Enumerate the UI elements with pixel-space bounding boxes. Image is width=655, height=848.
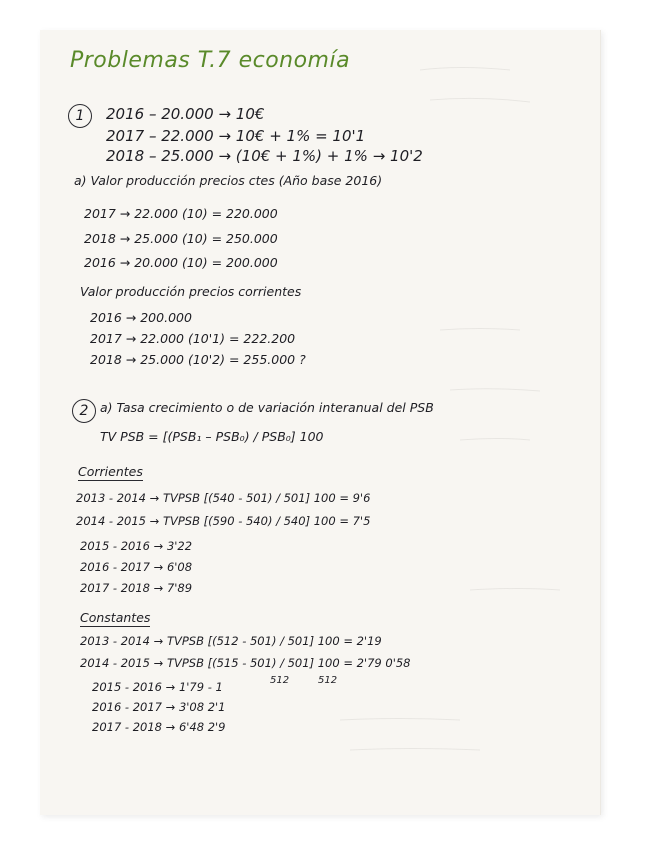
notebook-page bbox=[40, 30, 601, 815]
corr-line-3: 2015 - 2016 → 3'22 bbox=[80, 539, 193, 553]
problem-2-circle: 2 bbox=[72, 399, 96, 423]
p1-b-heading: Valor producción precios corrientes bbox=[80, 284, 302, 299]
corr-line-5: 2017 - 2018 → 7'89 bbox=[80, 581, 193, 595]
p1-const-line-1: 2017 → 22.000 (10) = 220.000 bbox=[84, 206, 278, 221]
p1-curr-line-3: 2018 → 25.000 (10'2) = 255.000 ? bbox=[90, 352, 306, 367]
sub-512-b: 512 bbox=[318, 675, 338, 686]
const-line-1: 2013 - 2014 → TVPSB [(512 - 501) / 501] 100 = 2'19 bbox=[80, 634, 382, 648]
p1-curr-line-2: 2017 → 22.000 (10'1) = 222.200 bbox=[90, 331, 296, 346]
p1-line-1: 2016 – 20.000 → 10€ bbox=[106, 105, 265, 123]
page-title: Problemas T.7 economía bbox=[70, 48, 351, 73]
constantes-label: Constantes bbox=[80, 610, 151, 625]
p2-formula: TV PSB = [(PSB₁ – PSB₀) / PSB₀] 100 bbox=[100, 429, 324, 444]
corrientes-label: Corrientes bbox=[78, 464, 143, 479]
const-line-2: 2014 - 2015 → TVPSB [(515 - 501) / 501] 100 = 2'79 0'58 bbox=[80, 656, 411, 670]
const-line-5: 2017 - 2018 → 6'48 2'9 bbox=[92, 720, 226, 734]
p1-line-2: 2017 – 22.000 → 10€ + 1% = 10'1 bbox=[106, 127, 366, 145]
p1-const-line-3: 2016 → 20.000 (10) = 200.000 bbox=[84, 255, 278, 270]
const-line-3: 2015 - 2016 → 1'79 - 1 bbox=[92, 680, 223, 694]
p1-a-heading: a) Valor producción precios ctes (Año base 2016) bbox=[74, 173, 383, 188]
corr-line-2: 2014 - 2015 → TVPSB [(590 - 540) / 540] 100 = 7'5 bbox=[76, 514, 371, 528]
p2-heading: a) Tasa crecimiento o de variación interanual del PSB bbox=[100, 400, 434, 415]
corr-line-1: 2013 - 2014 → TVPSB [(540 - 501) / 501] 100 = 9'6 bbox=[76, 491, 371, 505]
p1-curr-line-1: 2016 → 200.000 bbox=[90, 310, 192, 325]
sub-512-a: 512 bbox=[270, 675, 290, 686]
problem-1-circle: 1 bbox=[68, 104, 92, 128]
corr-line-4: 2016 - 2017 → 6'08 bbox=[80, 560, 193, 574]
p1-const-line-2: 2018 → 25.000 (10) = 250.000 bbox=[84, 231, 278, 246]
p1-line-3: 2018 – 25.000 → (10€ + 1%) + 1% → 10'2 bbox=[106, 147, 423, 165]
const-line-4: 2016 - 2017 → 3'08 2'1 bbox=[92, 700, 226, 714]
